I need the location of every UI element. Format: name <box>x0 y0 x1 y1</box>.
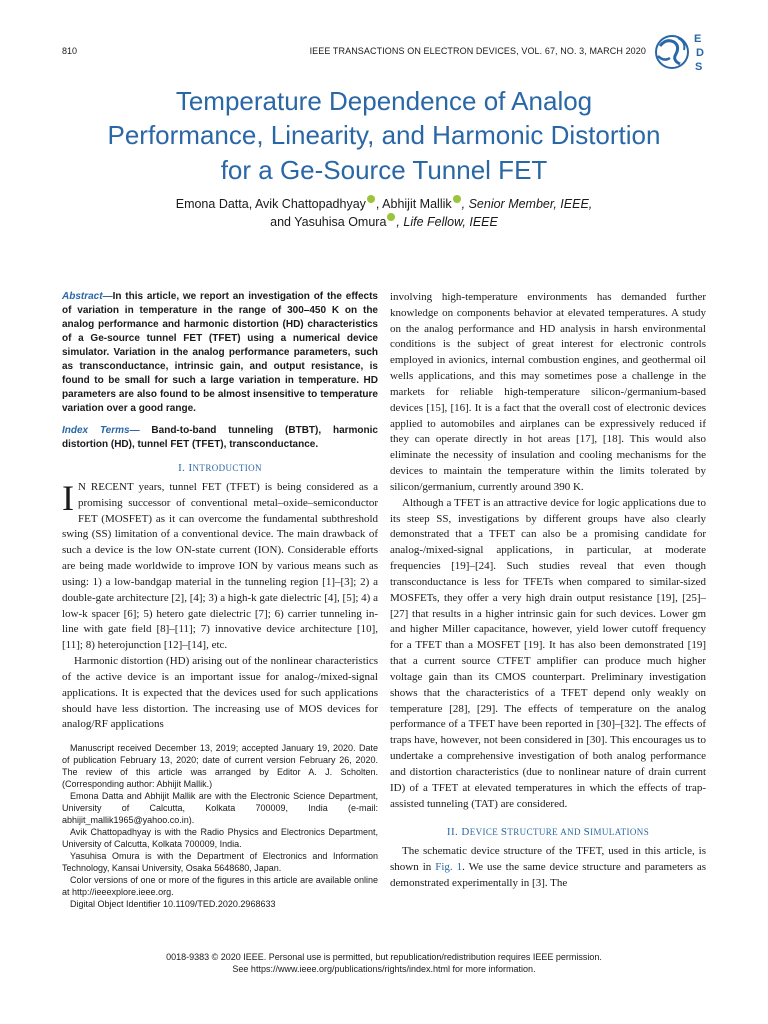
journal-header: IEEE TRANSACTIONS ON ELECTRON DEVICES, VOL. 67, NO. 3, MARCH 2020 <box>309 46 646 56</box>
title-line-3: for a Ge-Source Tunnel FET <box>220 154 548 185</box>
author-names-1: Emona Datta, Avik Chattopadhyay <box>175 197 366 212</box>
drop-cap: I <box>62 478 74 518</box>
footnote-color: Color versions of one or more of the figures in this article are available online at http://ieeexplore.ieee.org. <box>62 874 378 897</box>
footnote-affiliation-2: Avik Chattopadhyay is with the Radio Physics and Electronics Department, University of Calcutta, Kolkata 700009, India. <box>62 827 378 849</box>
copyright-line-1: 0018-9383 © 2020 IEEE. Personal use is permitted, but republication/redistribution requires IEEE permission. <box>166 952 602 962</box>
footnote-doi: Digital Object Identifier 10.1109/TED.2020.2968633 <box>70 898 276 909</box>
paper-title <box>40 84 728 187</box>
abstract-label: Abstract— <box>62 291 113 302</box>
index-terms-text: Band-to-band tunneling (BTBT), harmonic distortion (HD), tunnel FET (TFET), transconductance. <box>62 425 378 450</box>
eds-society-logo <box>650 28 712 76</box>
right-paragraph-1: involving high-temperature environments has demanded further knowledge on components behavior at elevated temperatures. A study on the analog performance and HD analysis in harsh environmental conditions is the subject of great interest for electronic controls employed in avionics, internal combustion engines, and geothermal oil wells applications, and this may sometimes pose a challenge in the markets for reliable high-temperature silicon-/germanium-based devices [15], [16]. It is a fact that the overall cost of electronic devices applied to automobiles and airplanes can be expressively reduced if they can operate directly in hot areas [17], [18]. This would also eliminate the necessity of insulation and cooling mechanisms for the devices to maintain the temperature within the limits tolerated by silicon/germanium, currently around 390 K. <box>390 291 706 493</box>
left-column <box>62 290 378 911</box>
copyright-notice <box>62 952 706 975</box>
figure-1-link[interactable]: Fig. 1 <box>435 861 463 874</box>
author-names-3: and Yasuhisa Omura <box>270 215 387 230</box>
logo-letter-e: E <box>694 33 702 45</box>
abstract-text: In this article, we report an investigation of the effects of variation in temperature in the range of 300–450 K on the analog performance and harmonic distortion (HD) characteristics of a Ge-source tunnel FET (TFET) using a numerical device simulator. Variation in the analog performance parameters, such as transconductance, intrinsic gain, and output resistance, is found to be small for such a large variation in temperature. HD parameters are also found to be almost insensitive to temperature variation over a good range. <box>62 291 378 414</box>
section-heading-device-structure: II. DEVICE STRUCTURE AND SIMULATIONS <box>446 826 650 839</box>
copyright-line-2: See https://www.ieee.org/publications/rights/index.html for more information. <box>232 963 536 974</box>
page-number: 810 <box>62 46 78 56</box>
intro-paragraph-2: Harmonic distortion (HD) arising out of the nonlinear characteristics of the active device is an important issue for analog-/mixed-signal applications. It is expected that the devices used for such applications should have less distortion. The increasing use of MOS devices for analog/RF applications <box>62 655 378 731</box>
author-role-1: , Senior Member, IEEE, <box>461 197 593 212</box>
right-column <box>390 290 706 892</box>
orcid-icon[interactable] <box>453 195 461 203</box>
intro-paragraph-1: I N RECENT years, tunnel FET (TFET) is being considered as a promising successor of conventional metal–oxide–semiconductor FET (MOSFET) as it can overcome the fundamental subthreshold swing (SS) limitation of a conventional device. The main drawback of such a device is the low ON-state current (ION). Considerable efforts are being made worldwide to improve ION by various means such as using: 1) a low-bandgap material in the tunneling region [1]–[3]; 2) a double-gate architecture [2], [4]; 3) a high-k gate dielectric [4], [5]; 4) a low-k spacer [6]; 5) hetero gate dielectric [7]; 6) carrier tunneling in-line with gate field [8]–[11]; 7) innovative device architecture [10], [11]; 8) heterojunction [12]–[14], etc. <box>62 478 378 652</box>
title-line-2: Performance, Linearity, and Harmonic Distortion <box>107 120 661 151</box>
section2-text <box>390 844 706 891</box>
orcid-icon[interactable] <box>367 195 375 203</box>
footnote-manuscript: Manuscript received December 13, 2019; accepted January 19, 2020. Date of publication February 13, 2020; date of current version February 26, 2020. The review of this article was arranged by Editor A. J. Scholten. (Corresponding author: Abhijit Mallik.) <box>62 743 378 790</box>
author-list <box>60 195 708 232</box>
orcid-icon[interactable] <box>387 213 395 221</box>
section-heading-introduction: I. INTRODUCTION <box>178 462 262 474</box>
introduction-text <box>62 480 378 733</box>
footnote-affiliation-3: Yasuhisa Omura is with the Department of Electronics and Information Technology, Kansai University, Osaka 5648680, Japan. <box>62 850 378 873</box>
author-role-2: , Life Fellow, IEEE <box>396 215 498 230</box>
title-line-1: Temperature Dependence of Analog <box>175 86 593 116</box>
right-column-text <box>390 290 706 812</box>
footnotes <box>62 743 378 911</box>
authors-line-2 <box>60 213 708 231</box>
index-terms <box>62 424 378 452</box>
abstract <box>62 290 378 416</box>
footnote-affiliation-1: Emona Datta and Abhijit Mallik are with the Electronic Science Department, University of Calcutta, Kolkata 700009, India (e-mail: abhijit_mallik1965@yahoo.co.in). <box>62 791 378 826</box>
authors-line-1 <box>60 195 708 213</box>
index-terms-label: Index Terms— <box>62 425 140 436</box>
right-paragraph-2: Although a TFET is an attractive device for logic applications due to its steep SS, investigations by different groups have also clearly demonstrated that a TFET can also be a promising candidate for analog-/mixed-signal applications, in particular, at moderate frequencies [19]–[24]. Such studies reveal that even though transconductance is less for TFETs when compared to similar-sized MOSFETs, they offer a very high drain output resistance [19], [25]–[27] that results in a higher intrinsic gain for such devices. Lower gm and higher Miller capacitance, however, yield lower cutoff frequency for a TFET than a MOSFET [19]. It has also been demonstrated [19] that a current source CTFET amplifier can produce much higher voltage gain than its CMOS counterpart. Preliminary investigation shows that the characteristics of a TFET depend only weakly on temperature [28], [29]. The effects of temperature on the analog performance of a TFET have been reported in [30]–[32]. The effects of traps have, however, not been considered in [30]. This encourages us to undertake a comprehensive investigation of both analog performance and distortion characteristics (due to nonlinear nature of drain current ID) of a TFET at elevated temperatures in which the effects of trap-assisted tunneling (TAT) are considered. <box>390 496 706 810</box>
logo-letter-s: S <box>695 61 703 73</box>
section2-paragraph: The schematic device structure of the TFET, used in this article, is shown in Fig. 1. We use the same device structure and parameters as demonstrated experimentally in [3]. The <box>390 845 707 889</box>
author-names-2: , Abhijit Mallik <box>375 197 452 212</box>
logo-letter-d: D <box>696 47 704 59</box>
